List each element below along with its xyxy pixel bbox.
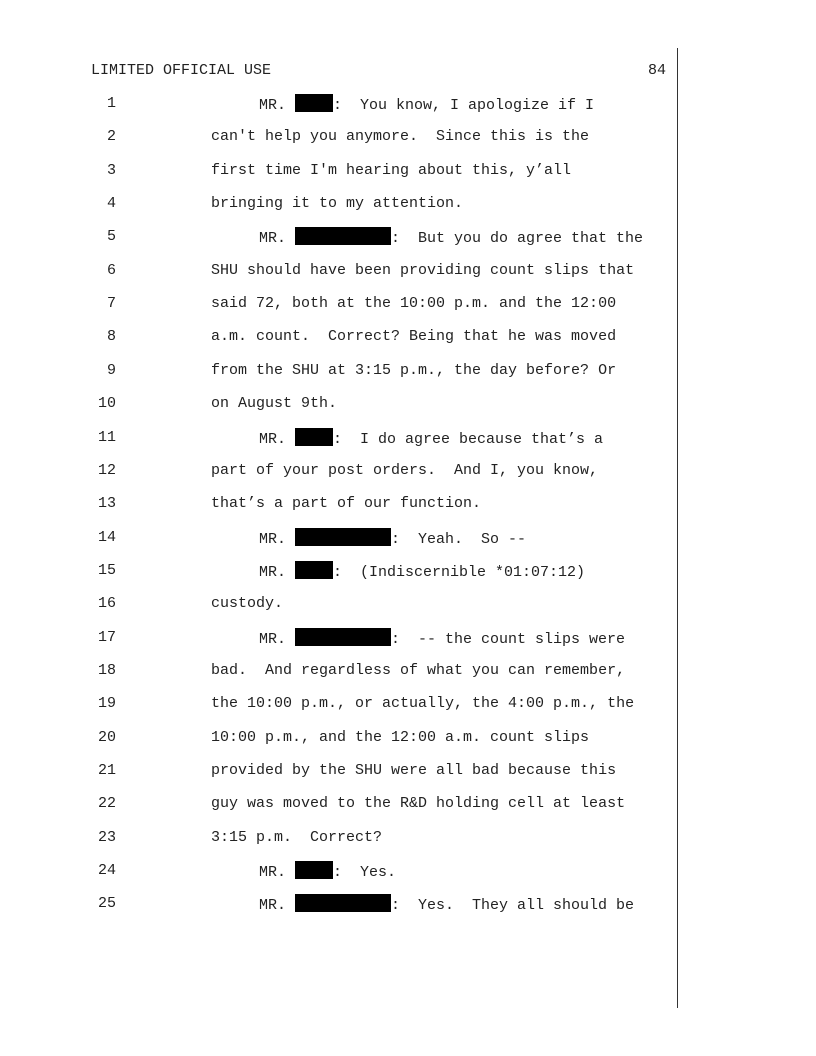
spoken-text: that’s a part of our function.	[211, 495, 482, 513]
line-number: 8	[106, 328, 116, 346]
spoken-text: guy was moved to the R&D holding cell at least	[211, 795, 626, 813]
redaction-box	[295, 528, 391, 546]
transcript-line	[0, 227, 816, 247]
spoken-text: 10:00 p.m., and the 12:00 a.m. count slips	[211, 728, 590, 746]
speaker-title: MR.	[259, 897, 296, 915]
line-text	[211, 127, 589, 147]
spoken-text: part of your post orders. And I, you know,	[211, 461, 599, 479]
redaction-box	[295, 561, 333, 579]
speaker-title: MR.	[259, 630, 296, 648]
transcript-line	[0, 494, 816, 514]
transcript-line	[0, 661, 816, 681]
transcript-line	[0, 728, 816, 748]
transcript-line	[0, 127, 816, 147]
line-text	[259, 861, 396, 883]
line-text	[211, 828, 382, 848]
spoken-text: : Yes. They all should be	[391, 897, 635, 915]
line-number: 5	[106, 228, 116, 246]
transcript-line	[0, 694, 816, 714]
spoken-text: : But you do agree that the	[391, 230, 644, 248]
transcript-line	[0, 261, 816, 281]
line-number: 4	[106, 195, 116, 213]
line-number: 14	[97, 528, 116, 546]
line-text	[211, 294, 616, 314]
spoken-text: 3:15 p.m. Correct?	[211, 828, 383, 846]
line-text	[259, 528, 526, 550]
line-number: 24	[97, 862, 116, 880]
speaker-title: MR.	[259, 563, 296, 581]
line-text	[211, 661, 625, 681]
line-text	[259, 227, 643, 249]
line-number: 9	[106, 361, 116, 379]
line-number: 3	[106, 161, 116, 179]
transcript-line	[0, 294, 816, 314]
line-text	[259, 561, 585, 583]
spoken-text: said 72, both at the 10:00 p.m. and the 12:00	[211, 295, 617, 313]
line-text	[259, 428, 603, 450]
speaker-title: MR.	[259, 864, 296, 882]
spoken-text: from the SHU at 3:15 p.m., the day before? Or	[211, 361, 617, 379]
spoken-text: : -- the count slips were	[391, 630, 626, 648]
line-number: 16	[97, 595, 116, 613]
line-text	[211, 261, 634, 281]
line-text	[211, 694, 634, 714]
line-text	[259, 894, 634, 916]
line-text	[211, 161, 571, 181]
line-number: 6	[106, 261, 116, 279]
line-number: 22	[97, 795, 116, 813]
line-number: 25	[97, 895, 116, 913]
transcript-line	[0, 561, 816, 581]
line-number: 12	[97, 461, 116, 479]
line-number: 10	[97, 395, 116, 413]
transcript-line	[0, 761, 816, 781]
line-number: 11	[97, 428, 116, 446]
line-number: 20	[97, 728, 116, 746]
transcript-line	[0, 428, 816, 448]
spoken-text: first time I'm hearing about this, y’all	[211, 161, 572, 179]
spoken-text: : I do agree because that’s a	[333, 430, 604, 448]
line-text	[211, 594, 283, 614]
transcript-line	[0, 828, 816, 848]
speaker-title: MR.	[259, 97, 296, 114]
line-text	[211, 761, 616, 781]
transcript-line	[0, 327, 816, 347]
speaker-title: MR.	[259, 430, 296, 448]
line-number: 21	[97, 762, 116, 779]
line-number: 2	[106, 128, 116, 146]
redaction-box	[295, 227, 391, 245]
redaction-box	[295, 94, 333, 112]
transcript-line	[0, 794, 816, 814]
spoken-text: : Yes.	[333, 864, 397, 882]
spoken-text: custody.	[211, 595, 284, 613]
line-number: 13	[97, 495, 116, 513]
line-text	[211, 461, 598, 481]
spoken-text: a.m. count. Correct? Being that he was moved	[211, 328, 617, 346]
transcript-line	[0, 894, 816, 914]
line-number: 15	[97, 561, 116, 579]
line-number: 18	[97, 661, 116, 679]
page-number: 84	[647, 62, 666, 79]
line-number: 19	[97, 695, 116, 713]
line-text	[211, 361, 616, 381]
spoken-text: provided by the SHU were all bad because this	[211, 762, 617, 779]
line-text	[211, 394, 337, 414]
spoken-text: : You know, I apologize if I	[333, 97, 595, 114]
speaker-title: MR.	[259, 530, 296, 548]
redaction-box	[295, 861, 333, 879]
transcript-line	[0, 161, 816, 181]
redaction-box	[295, 628, 391, 646]
redaction-box	[295, 428, 333, 446]
line-number: 23	[97, 828, 116, 846]
line-number: 17	[97, 628, 116, 646]
line-text	[211, 327, 616, 347]
transcript-line	[0, 194, 816, 214]
transcript-line	[0, 361, 816, 381]
line-text	[259, 94, 594, 116]
redaction-box	[295, 894, 391, 912]
line-number: 7	[106, 295, 116, 313]
transcript-line	[0, 861, 816, 881]
spoken-text: bad. And regardless of what you can remember,	[211, 661, 626, 679]
spoken-text: : Yeah. So --	[391, 530, 527, 548]
transcript-line	[0, 394, 816, 414]
classification-header: LIMITED OFFICIAL USE	[91, 62, 272, 79]
transcript-line	[0, 461, 816, 481]
line-text	[211, 794, 625, 814]
spoken-text: bringing it to my attention.	[211, 195, 464, 213]
transcript-line	[0, 594, 816, 614]
transcript-line	[0, 94, 816, 114]
line-text	[259, 628, 625, 650]
transcript-line	[0, 528, 816, 548]
line-text	[211, 494, 481, 514]
spoken-text: SHU should have been providing count slips that	[211, 261, 635, 279]
spoken-text: on August 9th.	[211, 395, 338, 413]
spoken-text: can't help you anymore. Since this is the	[211, 128, 590, 146]
spoken-text: the 10:00 p.m., or actually, the 4:00 p.m., the	[211, 695, 635, 713]
line-text	[211, 194, 463, 214]
transcript-line	[0, 628, 816, 648]
spoken-text: : (Indiscernible *01:07:12)	[333, 563, 586, 581]
speaker-title: MR.	[259, 230, 296, 248]
line-number: 1	[106, 95, 116, 112]
line-text	[211, 728, 589, 748]
